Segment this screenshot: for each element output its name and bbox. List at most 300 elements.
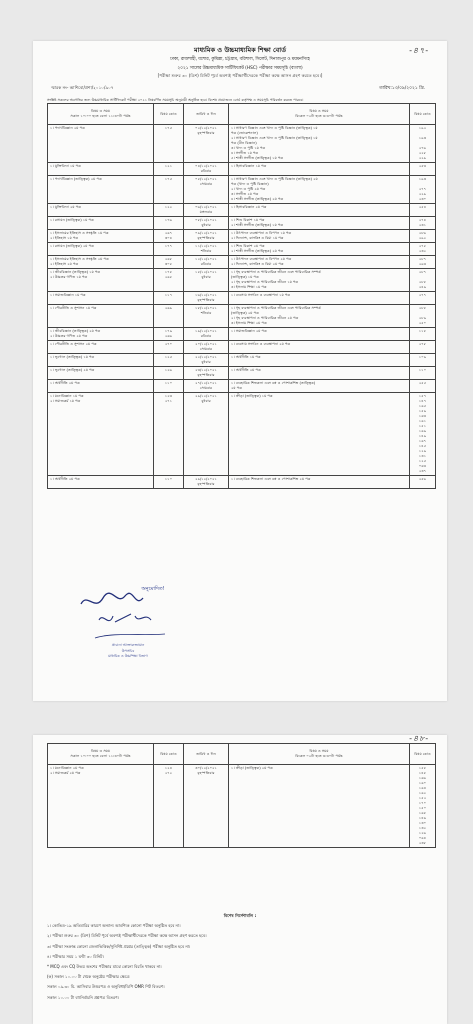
- right-code-cell: [410, 163, 436, 176]
- left-code-cell: [154, 269, 184, 292]
- left-code-cell: [154, 217, 184, 230]
- exam-day: বৃহস্পতিবার: [197, 482, 215, 486]
- left-code-line: ২৭২: [164, 771, 173, 775]
- right-code-line: ১২৬: [418, 831, 427, 835]
- right-subject-line: ৪। শাস্ত্রী সংগীত (তাত্ত্বিক) ২য় পত্র: [231, 197, 284, 201]
- right-code-line: ১২৫: [418, 459, 427, 463]
- left-subject-line: ২। ইতিহাস ১ম পত্র: [50, 236, 79, 240]
- exam-day: বুধবার: [201, 275, 211, 279]
- right-code-cell: [410, 393, 436, 476]
- right-code-line: ০৬৩: [418, 464, 427, 468]
- right-code-line: ১৬৯: [418, 429, 427, 433]
- instruction-item: ৪। পরীক্ষার সময় ১ ঘণ্টা ৩০ মিনিট।: [47, 953, 104, 959]
- left-subject-line: ১। যুক্তিবিদ্যা ১ম পত্র: [50, 164, 81, 168]
- right-subject-line: ২। সাধারণ বিজ্ঞান এবং খাদ্য ও পুষ্টি বিজ্ঞান (তাত্ত্বিক) ১ম: [231, 136, 318, 140]
- right-subject-line: পত্র (ভোকেশনাল): [231, 131, 258, 135]
- right-subject-cell: [229, 765, 410, 848]
- right-code-line: ১২৯: [418, 449, 427, 453]
- right-code-line: ২৫০: [418, 321, 427, 325]
- exam-day: সোমবার: [199, 347, 213, 351]
- date-day-cell: [184, 163, 229, 176]
- left-code-line: ২৭১: [164, 399, 173, 403]
- header-left-subject: বিষয় ও সময় সকাল ১০:০০ হতে বেলা ১১:৩০টা পর্যন্ত: [48, 744, 154, 765]
- left-code-cell: [154, 163, 184, 176]
- right-code-line: ২৮৮: [418, 280, 427, 284]
- left-code-cell: [154, 476, 184, 489]
- left-subject-line: ১। জীববিজ্ঞান (তাত্ত্বিক) ১ম পত্র: [50, 270, 101, 274]
- left-subject-line: ১। মনোবিজ্ঞান ২য় পত্র: [50, 766, 84, 770]
- exam-day: বৃহস্পতিবার: [197, 373, 215, 377]
- exam-date: ২৯/১২/২০২১: [195, 394, 217, 398]
- header-date-day: তারিখ ও দিন: [184, 744, 229, 765]
- left-code-line: ১৭৫: [164, 126, 173, 130]
- right-code-line: ২৩২: [418, 249, 427, 253]
- right-code-line: ১৬৮: [418, 811, 427, 815]
- left-subject-line: ২। ইতিহাস ২য় পত্র: [50, 262, 79, 266]
- left-code-line: ১৭৬: [164, 218, 173, 222]
- left-code-line: ১২৩: [164, 394, 173, 398]
- right-code-line: ১৬৬: [418, 776, 427, 780]
- date-day-cell: [184, 269, 229, 292]
- left-subject-line: ১। ভূগোল (তাত্ত্বিক) ১ম পত্র: [50, 355, 95, 359]
- signature-icon: [73, 586, 183, 686]
- right-subject-cell: [229, 176, 410, 204]
- exam-date: ২০/১২/২০২১: [195, 342, 217, 346]
- right-subject-line: ১। শিশু বিকাশ ১ম পত্র: [231, 218, 265, 222]
- right-code-line: ২৮৭: [418, 270, 427, 274]
- left-subject-line: ১। ইসলামের ইতিহাস ও সংস্কৃতি ১ম পত্র: [50, 231, 109, 235]
- right-subject-cell: [229, 125, 410, 163]
- right-code-line: ১৫৮: [418, 766, 427, 770]
- right-code-line: ১৯৩: [418, 177, 427, 181]
- right-subject-line: পত্র (বীন বিজ্ঞান): [231, 141, 257, 145]
- left-subject-line: ১। রসায়ন (তাত্ত্বিক) ১ম পত্র: [50, 218, 94, 222]
- table-row: [48, 204, 436, 217]
- right-code-line: ২৭৪: [418, 218, 427, 222]
- left-subject-cell: [48, 341, 154, 354]
- right-code-line: ২৭৬: [418, 146, 427, 150]
- exam-day: রবিবার: [200, 262, 212, 266]
- table-row: [48, 292, 436, 305]
- right-code-line: ১৪৮: [418, 771, 427, 775]
- instruction-item: সকাল ১০.০০ টা বহুনির্বাচনি প্রশ্নপত্র বিতরণ।: [47, 994, 119, 1000]
- exam-day: বৃহস্পতিবার: [197, 236, 215, 240]
- right-code-line: ১০৯: [418, 355, 427, 359]
- right-subject-cell: [229, 163, 410, 176]
- table-header-row: [48, 104, 436, 125]
- date-day-cell: [184, 204, 229, 217]
- instructions-title: বিশেষ নির্দেশাবলি :: [223, 913, 257, 918]
- table-row: [48, 367, 436, 380]
- right-code-line: ২৭৮: [418, 342, 427, 346]
- date-day-cell: [184, 393, 229, 476]
- exam-date: ০৮/১২/২০২১: [195, 218, 217, 222]
- right-subject-cell: [229, 292, 410, 305]
- left-subject-line: ১। অর্থনীতি ২য় পত্র: [50, 477, 80, 481]
- right-code-line: ২৮৮: [418, 306, 427, 310]
- page-number: -৪৭-: [409, 46, 429, 55]
- right-code-line: ১৬১: [418, 419, 427, 423]
- left-code-line: ১২৬: [164, 368, 173, 372]
- header-left-subject: বিষয় ও সময় সকাল ১০:০০ হতে বেলা ১১:৩০টা পর্যন্ত: [48, 104, 154, 125]
- right-code-line: ২৩৮: [418, 841, 427, 845]
- right-subject-line: ১। উৎপাদন ব্যবস্থাপনা ও বিপণন ২য় পত্র: [231, 257, 292, 261]
- table-header-row: [48, 744, 436, 765]
- memo-number: স্মারক নং- আশিবো/প্রশা/২০১০/৯০৭: [51, 85, 114, 90]
- table-row: [48, 305, 436, 328]
- right-code-line: ১৪৬: [418, 816, 427, 820]
- right-subject-line: ২। খাদ্য ও পুষ্টি ২য় পত্র: [231, 187, 266, 191]
- right-code-line: ২৩০: [418, 197, 427, 201]
- left-code-line: ১২৫: [164, 355, 173, 359]
- instruction-item: (ক) সকাল ১০.০০ টা থেকে অনুষ্ঠেয় পরীক্ষার ক্ষেত্রে: [47, 974, 130, 980]
- right-code-line: ১৬৪: [418, 786, 427, 790]
- left-subject-cell: [48, 204, 154, 217]
- left-code-line: ১১০: [164, 381, 173, 385]
- exam-day: মঙ্গলবার: [199, 210, 213, 214]
- left-subject-cell: [48, 256, 154, 269]
- page-number-2: -৪৮-: [409, 734, 429, 743]
- right-subject-cell: [229, 305, 410, 328]
- page-one: [33, 41, 447, 701]
- date-day-cell: [184, 292, 229, 305]
- exam-instruction: [পরীক্ষা শুরুর ৩০ (ত্রিশ) মিনিট পূর্বে অবশ্যই পরীক্ষার্থীদেরকে পরীক্ষা কক্ষে আসন গ্রহণ করতে হবে।]: [157, 73, 323, 78]
- right-code-line: ১৬০: [418, 781, 427, 785]
- left-code-line: ৩০৫: [164, 262, 173, 266]
- intro-text: সংশ্লিষ্ট সকলের অবগতির জন্য উচ্চমাধ্যমিক সার্টিফিকেট পরীক্ষা ২০২১ নিম্নবর্ণিত সময়সূচি অনুযায়ী অনুষ্ঠিত হবে। বিশেষ প্রয়োজনে বোর্ড কর্তৃপক্ষ এ সময়সূচি পরিবর্তন করতে পারবে।: [47, 98, 304, 102]
- right-subject-line: ২য় পত্র: [231, 386, 242, 390]
- table-row: [48, 354, 436, 367]
- right-code-line: ১৫২: [418, 796, 427, 800]
- right-code-line: ২২৯: [418, 192, 427, 196]
- left-code-cell: [154, 393, 184, 476]
- right-code-line: ১৪৫: [418, 444, 427, 448]
- left-code-line: ১৭৫: [164, 177, 173, 181]
- right-code-line: ১৫০: [418, 806, 427, 810]
- right-subject-cell: [229, 341, 410, 354]
- signature-stamp: [73, 586, 183, 686]
- right-code-line: ২২৯: [418, 156, 427, 160]
- left-subject-cell: [48, 125, 154, 163]
- table-row: [48, 163, 436, 176]
- date-day-cell: [184, 328, 229, 341]
- exam-day: রবিবার: [200, 334, 212, 338]
- right-subject-line: ১। গৃহ ব্যবস্থাপনা ও পারিবারিক জীবন এবং পারিবারিক সম্পর্ক: [231, 306, 321, 310]
- right-subject-line: ২। শাস্ত্রী সংগীত (তাত্ত্বিক) ১ম পত্র: [231, 223, 284, 227]
- left-code-cell: [154, 305, 184, 328]
- right-subject-line: ২। শাস্ত্রী সংগীত (তাত্ত্বিক) ২য় পত্র: [231, 249, 284, 253]
- left-subject-line: ২। সমাজকর্ম ১ম পত্র: [50, 399, 81, 403]
- instruction-item: ১। কোভিড-১৯ অতিমারির কারণে অন্যান্য আবশ্যিক কোনো পরীক্ষা অনুষ্ঠিত হবে না।: [47, 923, 181, 929]
- right-code-line: ১৩২: [418, 826, 427, 830]
- left-code-line: ২৬৯: [164, 306, 173, 310]
- table-row: [48, 328, 436, 341]
- table-row: [48, 256, 436, 269]
- right-subject-line: ১। শিশু বিকাশ ২য় পত্র: [231, 244, 265, 248]
- date-day-cell: [184, 230, 229, 243]
- signatory-office: মাধ্যমিক ও উচ্চশিক্ষা বিভাগ: [108, 654, 148, 658]
- right-code-line: ২২৮: [418, 151, 427, 155]
- right-code-cell: [410, 380, 436, 393]
- left-code-line: ২৬৬: [164, 334, 173, 338]
- right-code-cell: [410, 341, 436, 354]
- date-day-cell: [184, 765, 229, 848]
- exam-date: ১৬/১২/২০২১: [195, 293, 217, 297]
- left-subject-cell: [48, 305, 154, 328]
- left-subject-cell: [48, 354, 154, 367]
- right-subject-line: ১। অর্থনীতি ১ম পত্র: [231, 355, 261, 359]
- right-code-line: ২৫৩: [418, 164, 427, 168]
- instruction-item: সকাল ০৯.৩০ মি. আসিবার উত্তরপত্র ও অনুবিধা/ডিপি OMR শিট বিতরণ।: [47, 984, 165, 990]
- table-row: [48, 765, 436, 848]
- right-subject-line: (তাত্ত্বিক) ২য় পত্র: [231, 311, 259, 315]
- right-code-line: ২৮৭: [418, 257, 427, 261]
- left-code-line: ২৬৫: [164, 275, 173, 279]
- right-code-line: ২৭৫: [418, 244, 427, 248]
- right-subject-line: ১। ব্যবহারিক শিল্পকলা এবং বস্ত্র ও পোশাকশিল্প ২য় পত্র: [231, 477, 311, 481]
- right-subject-cell: [229, 328, 410, 341]
- instruction-item: ২। পরীক্ষা শুরুর ৩০ (ত্রিশ) মিনিট পূর্বে অবশ্যই পরীক্ষার্থীদেরকে পরীক্ষা কক্ষে আসন গ্রহণ করতে হবে।: [47, 933, 207, 939]
- left-subject-line: ১। ভূগোল (তাত্ত্বিক) ২য় পত্র: [50, 368, 95, 372]
- exam-date: ১১/১২/২০২১: [195, 244, 217, 248]
- right-code-line: ২৭৭: [418, 293, 427, 297]
- table-row: [48, 217, 436, 230]
- exam-date: ০৫/১২/২০২১: [195, 177, 217, 181]
- page-two: [33, 735, 447, 1024]
- left-code-line: ১১০: [164, 477, 173, 481]
- right-subject-cell: [229, 243, 410, 256]
- approval-text: অনুমোদিত!: [141, 586, 165, 592]
- header-left-code: বিষয় কোড: [154, 744, 184, 765]
- exam-day: সোমবার: [199, 386, 213, 390]
- signatory-name: প্রাচানা আক্তারুজ্জামান: [111, 643, 145, 647]
- right-subject-line: ৪। সংগীত ১ম পত্র: [231, 151, 259, 155]
- right-subject-line: ১। সাধারণ বিজ্ঞান এবং খাদ্য ও পুষ্টি বিজ্ঞান (তাত্ত্বিক) ১ম: [231, 126, 318, 130]
- left-subject-line: ১। সমাজবিজ্ঞান ১ম পত্র: [50, 293, 86, 297]
- left-code-line: ২৬৮: [164, 257, 173, 261]
- right-subject-line: ১। উৎপাদন ব্যবস্থাপনা ও বিপণন ১ম পত্র: [231, 231, 292, 235]
- left-subject-line: ১। পদার্থবিজ্ঞান (তাত্ত্বিক) ২য় পত্র: [50, 177, 102, 181]
- header-right-code: বিষয় কোড: [410, 744, 436, 765]
- left-subject-cell: [48, 328, 154, 341]
- left-subject-line: ১। অর্থনীতি ২য় পত্র: [50, 381, 80, 385]
- header-right-subject: বিষয় ও সময় বিকেল ০২টা হতে ৩:৩০টা পর্যন্ত: [229, 744, 410, 765]
- right-subject-cell: [229, 217, 410, 230]
- date-day-cell: [184, 380, 229, 393]
- exam-date: ০২/১২/২০২১: [195, 126, 217, 130]
- left-code-cell: [154, 367, 184, 380]
- left-subject-cell: [48, 176, 154, 204]
- right-code-line: ১৫৭: [418, 394, 427, 398]
- right-code-cell: [410, 217, 436, 230]
- header-right-code: বিষয় কোড: [410, 104, 436, 125]
- left-subject-line: ১। পৌরনীতি ও সুশাসন ১ম পত্র: [50, 306, 97, 310]
- left-subject-cell: [48, 765, 154, 848]
- right-code-line: ২৭৭: [418, 187, 427, 191]
- right-code-cell: [410, 176, 436, 204]
- left-subject-line: ২। উচ্চতর গণিত ২য় পত্র: [50, 334, 88, 338]
- exam-day: সোমবার: [199, 182, 213, 186]
- left-subject-line: ১। রসায়ন (তাত্ত্বিক) ২য় পত্র: [50, 244, 94, 248]
- header-date-day: তারিখ ও দিন: [184, 104, 229, 125]
- left-code-cell: [154, 125, 184, 163]
- exam-date: ০৬/১২/২০২১: [195, 205, 217, 209]
- right-code-line: ১৪৭: [418, 399, 427, 403]
- left-subject-line: ১। মনোবিজ্ঞান ১ম পত্র: [50, 394, 84, 398]
- board-list: ঢাকা, রাজশাহী, যশোর, কুমিল্লা, চট্টগ্রাম, বরিশাল, সিলেট, দিনাজপুর ও ময়মনসিংহ: [170, 57, 310, 62]
- special-instructions: [47, 913, 433, 1005]
- left-subject-line: ১। যুক্তিবিদ্যা ২য় পত্র: [50, 205, 81, 209]
- right-code-line: ০৬৪: [418, 836, 427, 840]
- right-subject-line: ২। গৃহ ব্যবস্থাপনা ও পারিবারিক জীবন ২য় পত্র: [231, 316, 299, 320]
- table-row: [48, 393, 436, 476]
- right-subject-line: ১। ক্রীড়া (তাত্ত্বিক) ১ম পত্র: [231, 394, 273, 398]
- left-subject-line: ২। উচ্চতর গণিত ১ম পত্র: [50, 275, 88, 279]
- left-code-cell: [154, 256, 184, 269]
- right-code-cell: [410, 204, 436, 217]
- left-code-line: ১২২: [164, 205, 173, 209]
- right-subject-line: ১। ব্যবসায় সংগঠন ও ব্যবস্থাপনা ২য় পত্র: [231, 342, 291, 346]
- left-code-cell: [154, 341, 184, 354]
- date-day-cell: [184, 341, 229, 354]
- exam-date: ৩০/১২/২০২১: [195, 766, 217, 770]
- right-code-cell: [410, 367, 436, 380]
- table-row: [48, 341, 436, 354]
- notice-date: তারিখ:১৩/০৯/২০২১ খ্রি.: [379, 86, 425, 91]
- right-subject-cell: [229, 393, 410, 476]
- table-row: [48, 176, 436, 204]
- exam-day: শনিবার: [200, 249, 212, 253]
- right-code-line: ১৯৩: [418, 136, 427, 140]
- exam-date: ২৯/১২/২০২১: [195, 477, 217, 481]
- right-code-line: ১১০: [418, 368, 427, 372]
- right-code-cell: [410, 125, 436, 163]
- right-subject-line: ১। অর্থনীতি ২য় পত্র: [231, 368, 261, 372]
- left-code-cell: [154, 292, 184, 305]
- instruction-item: * MCQ এবং CQ উভয় অংশের পরীক্ষার মাঝে কোনো বিরতি থাকবে না।: [47, 963, 162, 969]
- left-subject-cell: [48, 217, 154, 230]
- right-subject-line: ২। গৃহ ব্যবস্থাপনা ও পারিবারিক জীবন ১ম পত্র: [231, 280, 299, 284]
- exam-day: শনিবার: [200, 311, 212, 315]
- exam-date: ২২/১২/২০২১: [195, 355, 217, 359]
- left-subject-cell: [48, 367, 154, 380]
- right-code-line: ২৮৬: [418, 231, 427, 235]
- right-code-line: ২৫৫: [418, 381, 427, 385]
- header-left-code: বিষয় কোড: [154, 104, 184, 125]
- left-code-cell: [154, 230, 184, 243]
- left-subject-cell: [48, 269, 154, 292]
- right-subject-line: ৩। ইসলাম শিক্ষা ১ম পত্র: [231, 285, 267, 289]
- exam-day: বৃহস্পতিবার: [197, 298, 215, 302]
- right-code-line: ২৯৩: [418, 262, 427, 266]
- left-code-cell: [154, 354, 184, 367]
- right-code-line: ১৩১: [418, 454, 427, 458]
- table-row: [48, 476, 436, 489]
- date-day-cell: [184, 305, 229, 328]
- right-code-line: ১৫১: [418, 424, 427, 428]
- left-code-cell: [154, 380, 184, 393]
- exam-day: বৃহস্পতিবার: [197, 131, 215, 135]
- right-code-line: ১৬৭: [418, 439, 427, 443]
- left-code-line: ২৭০: [164, 342, 173, 346]
- exam-day: রবিবার: [200, 169, 212, 173]
- right-code-line: ২৫৬: [418, 477, 427, 481]
- left-code-line: ৩০৪: [164, 236, 173, 240]
- right-code-line: ১৬৫: [418, 404, 427, 408]
- right-subject-line: ১। ব্যবসায় সংগঠন ও ব্যবস্থাপনা ১ম পত্র: [231, 293, 291, 297]
- left-code-cell: [154, 176, 184, 204]
- right-subject-cell: [229, 354, 410, 367]
- table-row: [48, 269, 436, 292]
- right-subject-line: ৩। সংগীত ২য় পত্র: [231, 192, 259, 196]
- date-day-cell: [184, 476, 229, 489]
- right-subject-line: ২। ফিন্যান্স, ব্যাংকিং ও বিমা ২য় পত্র: [231, 262, 284, 266]
- right-code-line: ১৩০: [418, 821, 427, 825]
- left-code-line: ১২৪: [164, 766, 173, 770]
- left-code-line: ১৭৭: [164, 244, 173, 248]
- right-subject-cell: [229, 476, 410, 489]
- right-code-cell: [410, 230, 436, 243]
- right-code-cell: [410, 243, 436, 256]
- right-code-cell: [410, 256, 436, 269]
- table-row: [48, 243, 436, 256]
- right-subject-line: ৩। খাদ্য ও পুষ্টি ১ম পত্র: [231, 146, 266, 150]
- left-subject-line: ১। ইসলামের ইতিহাস ও সংস্কৃতি ২য় পত্র: [50, 257, 109, 261]
- exam-date: ২৭/১২/২০২১: [195, 381, 217, 385]
- right-subject-cell: [229, 380, 410, 393]
- left-code-line: ১৭৮: [164, 270, 173, 274]
- left-code-line: ১২১: [164, 164, 173, 168]
- left-subject-cell: [48, 292, 154, 305]
- right-subject-line: ১। হিসাববিজ্ঞান ২য় পত্র: [231, 205, 267, 209]
- left-subject-line: ২। সমাজকর্ম ২য় পত্র: [50, 771, 81, 775]
- table-row: [48, 230, 436, 243]
- right-code-line: ১৭০: [418, 801, 427, 805]
- date-day-cell: [184, 125, 229, 163]
- right-subject-cell: [229, 256, 410, 269]
- date-day-cell: [184, 243, 229, 256]
- exam-date: ১৫/১২/২০২১: [195, 270, 217, 274]
- exam-date: ১২/১২/২০২১: [195, 257, 217, 261]
- right-code-line: ১১৮: [418, 329, 427, 333]
- exam-date: ১৮/১২/২০২১: [195, 306, 217, 310]
- right-code-line: ২৮৯: [418, 316, 427, 320]
- exam-day: বুধবার: [201, 223, 211, 227]
- right-code-line: ২৩৭: [418, 469, 427, 473]
- schedule-table-continued: [47, 743, 436, 848]
- exam-day: বুধবার: [201, 399, 211, 403]
- left-code-line: ১৭৯: [164, 329, 173, 333]
- right-code-line: ১৯২: [418, 126, 427, 130]
- left-code-cell: [154, 243, 184, 256]
- left-subject-cell: [48, 393, 154, 476]
- right-code-cell: [410, 305, 436, 328]
- right-code-cell: [410, 476, 436, 489]
- left-subject-cell: [48, 243, 154, 256]
- right-subject-line: ১। ক্রীড়া (তাত্ত্বিক) ২য় পত্র: [231, 766, 273, 770]
- left-code-cell: [154, 204, 184, 217]
- right-code-cell: [410, 354, 436, 367]
- right-subject-line: ২। ফিন্যান্স, ব্যাংকিং ও বিমা ১ম পত্র: [231, 236, 284, 240]
- right-code-line: ১৫৯: [418, 409, 427, 413]
- date-day-cell: [184, 367, 229, 380]
- right-subject-line: ১। সমাজবিজ্ঞান ২য় পত্র: [231, 329, 267, 333]
- right-subject-line: ৩। ইসলাম শিক্ষা ২য় পত্র: [231, 321, 267, 325]
- right-subject-cell: [229, 230, 410, 243]
- exam-day: বৃহস্পতিবার: [197, 771, 215, 775]
- exam-date: ০৯/১২/২০২১: [195, 231, 217, 235]
- right-code-line: ১৬২: [418, 791, 427, 795]
